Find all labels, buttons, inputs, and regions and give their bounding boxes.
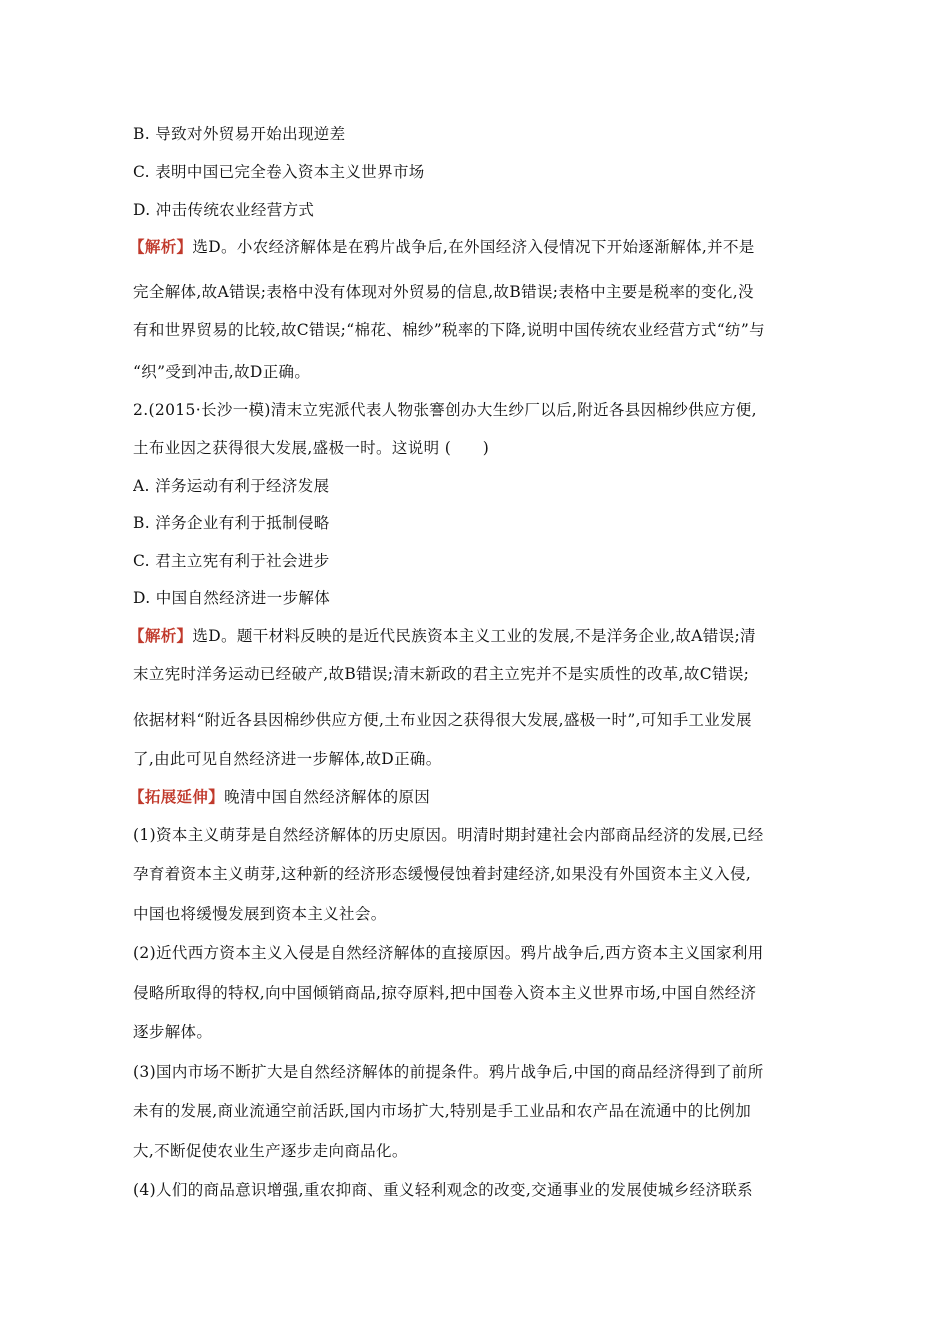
q2-analysis-text: 选D。题干材料反映的是近代民族资本主义工业的发展,不是洋务企业,故A错误;清 <box>192 627 756 645</box>
extension-p4-line-1: (4)人们的商品意识增强,重农抑商、重义轻利观念的改变,交通事业的发展使城乡经济联系 <box>133 1181 754 1199</box>
q1-option-d: D. 冲击传统农业经营方式 <box>133 201 315 219</box>
q1-analysis-line-2: 完全解体,故A错误;表格中没有体现对外贸易的信息,故B错误;表格中主要是税率的变化,没 <box>133 283 754 301</box>
extension-p1-line-2: 孕育着资本主义萌芽,这种新的经济形态缓慢侵蚀着封建经济,如果没有外国资本主义入侵, <box>133 865 752 883</box>
q1-option-c: C. 表明中国已完全卷入资本主义世界市场 <box>133 163 425 181</box>
extension-p1-line-3: 中国也将缓慢发展到资本主义社会。 <box>133 905 387 923</box>
extension-p2-line-1: (2)近代西方资本主义入侵是自然经济解体的直接原因。鸦片战争后,西方资本主义国家利用 <box>133 944 764 962</box>
q2-stem-line-2: 土布业因之获得很大发展,盛极一时。这说明 ( ) <box>133 439 490 457</box>
extension-heading <box>129 787 814 807</box>
q2-stem-line-1: 2.(2015·长沙一模)清末立宪派代表人物张謇创办大生纱厂以后,附近各县因棉纱供应方便, <box>133 401 757 419</box>
q2-analysis-line-4: 了,由此可见自然经济进一步解体,故D正确。 <box>133 750 442 768</box>
extension-tag: 【拓展延伸】 <box>129 787 225 806</box>
q1-analysis-line-1 <box>129 237 814 257</box>
extension-p3-line-3: 大,不断促使农业生产逐步走向商品化。 <box>133 1142 408 1160</box>
q1-option-b: B. 导致对外贸易开始出现逆差 <box>133 125 346 143</box>
extension-title: 晚清中国自然经济解体的原因 <box>224 788 431 806</box>
extension-p3-line-1: (3)国内市场不断扩大是自然经济解体的前提条件。鸦片战争后,中国的商品经济得到了前所 <box>133 1063 764 1081</box>
q2-analysis-tag: 【解析】 <box>129 626 193 645</box>
q2-option-d: D. 中国自然经济进一步解体 <box>133 589 331 607</box>
extension-p3-line-2: 未有的发展,商业流通空前活跃,国内市场扩大,特别是手工业品和农产品在流通中的比例加 <box>133 1102 752 1120</box>
q2-option-b: B. 洋务企业有利于抵制侵略 <box>133 514 330 532</box>
extension-p2-line-2: 侵略所取得的特权,向中国倾销商品,掠夺原料,把中国卷入资本主义世界市场,中国自然经济 <box>133 984 757 1002</box>
q2-analysis-line-1 <box>129 626 814 646</box>
q2-option-c: C. 君主立宪有利于社会进步 <box>133 552 330 570</box>
q2-analysis-line-2: 末立宪时洋务运动已经破产,故B错误;清末新政的君主立宪并不是实质性的改革,故C错误; <box>133 665 750 683</box>
extension-p1-line-1: (1)资本主义萌芽是自然经济解体的历史原因。明清时期封建社会内部商品经济的发展,已经 <box>133 826 764 844</box>
q2-analysis-line-3: 依据材料“附近各县因棉纱供应方便,土布业因之获得很大发展,盛极一时”,可知手工业发展 <box>133 711 752 729</box>
q2-option-a: A. 洋务运动有利于经济发展 <box>133 477 330 495</box>
q1-analysis-line-4: “织”受到冲击,故D正确。 <box>133 363 311 381</box>
q1-analysis-text: 选D。小农经济解体是在鸦片战争后,在外国经济入侵情况下开始逐渐解体,并不是 <box>192 238 755 256</box>
q1-analysis-tag: 【解析】 <box>129 237 193 256</box>
extension-p2-line-3: 逐步解体。 <box>133 1023 213 1041</box>
q1-analysis-line-3: 有和世界贸易的比较,故C错误;“棉花、棉纱”税率的下降,说明中国传统农业经营方式“纺”与 <box>133 321 766 339</box>
